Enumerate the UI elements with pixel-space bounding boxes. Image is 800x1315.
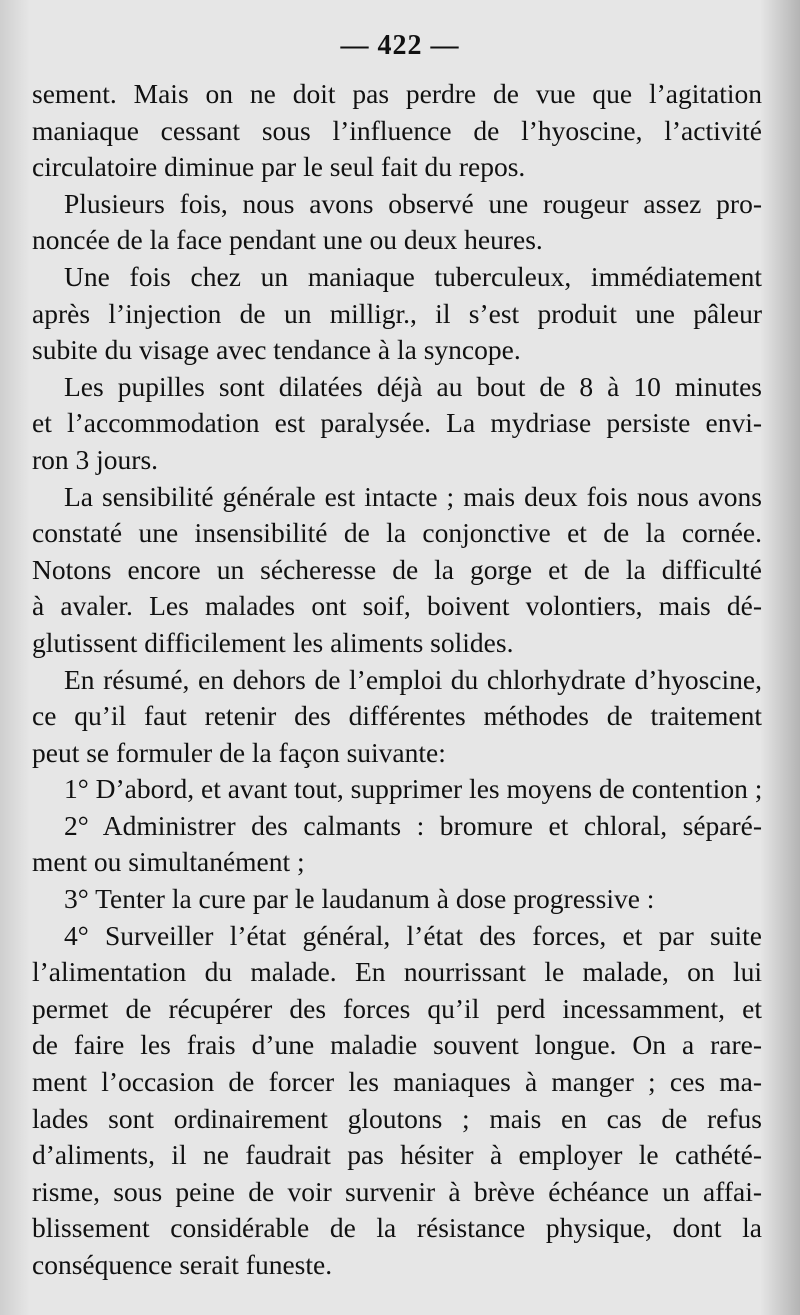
text-line: 1° D’abord, et avant tout, supprimer les moyens de contention ; [64,773,763,805]
text-line: ce qu’il faut retenir des différentes méthodes de traitement [32,700,762,732]
text-line: La sensibilité générale est intacte ; mais deux fois nous avons [64,480,762,512]
text-line: peut se formuler de la façon suivante: [32,736,446,768]
text-line: ron 3 jours. [32,443,159,475]
text-line: subite du visage avec tendance à la syncope. [32,334,521,366]
text-line: Plusieurs fois, nous avons observé une rougeur assez pro- [64,187,762,219]
text-line: de faire les frais d’une maladie souvent longue. On a rare- [32,1029,762,1061]
text-line: risme, sous peine de voir survenir à brève échéance un affai- [32,1175,762,1207]
text-line: constaté une insensibilité de la conjonctive et de la cornée. [32,517,762,549]
text-line: ment ou simultanément ; [32,846,305,878]
text-line: 3° Tenter la cure par le laudanum à dose progressive : [64,883,655,915]
text-line: blissement considérable de la résistance physique, dont la [32,1212,762,1244]
text-line: après l’injection de un milligr., il s’est produit une pâleur [32,297,762,329]
text-line: ment l’occasion de forcer les maniaques à manger ; ces ma- [32,1066,762,1098]
text-line: permet de récupérer des forces qu’il perd incessamment, et [32,992,762,1024]
text-line: glutissent difficilement les aliments solides. [32,626,514,658]
text-line: Les pupilles sont dilatées déjà au bout de 8 à 10 minutes [64,370,762,402]
body-text [32,76,762,1284]
text-line: circulatoire diminue par le seul fait du repos. [32,151,526,183]
text-line: Notons encore un sécheresse de la gorge et de la difficulté [32,553,762,585]
text-line: et l’accommodation est paralysée. La mydriase persiste envi- [32,407,762,439]
text-line: noncée de la face pendant une ou deux heures. [32,224,543,256]
text-line: lades sont ordinairement gloutons ; mais en cas de refus [32,1102,762,1134]
page-number: — 422 — [340,30,460,61]
text-line: l’alimentation du malade. En nourrissant le malade, on lui [32,956,762,988]
text-line: à avaler. Les malades ont soif, boivent volontiers, mais dé- [32,590,762,622]
text-line: maniaque cessant sous l’influence de l’hyoscine, l’activité [32,114,762,146]
text-line: d’aliments, il ne faudrait pas hésiter à employer le cathété- [32,1139,762,1171]
text-line: conséquence serait funeste. [32,1249,333,1280]
text-line: Une fois chez un maniaque tuberculeux, immédiatement [64,260,762,292]
text-line: sement. Mais on ne doit pas perdre de vue que l’agitation [32,78,762,109]
text-line: 4° Surveiller l’état général, l’état des forces, et par suite [64,919,762,951]
text-line: 2° Administrer des calmants : bromure et chloral, séparé- [64,809,762,841]
text-line: En résumé, en dehors de l’emploi du chlorhydrate d’hyoscine, [64,663,762,695]
